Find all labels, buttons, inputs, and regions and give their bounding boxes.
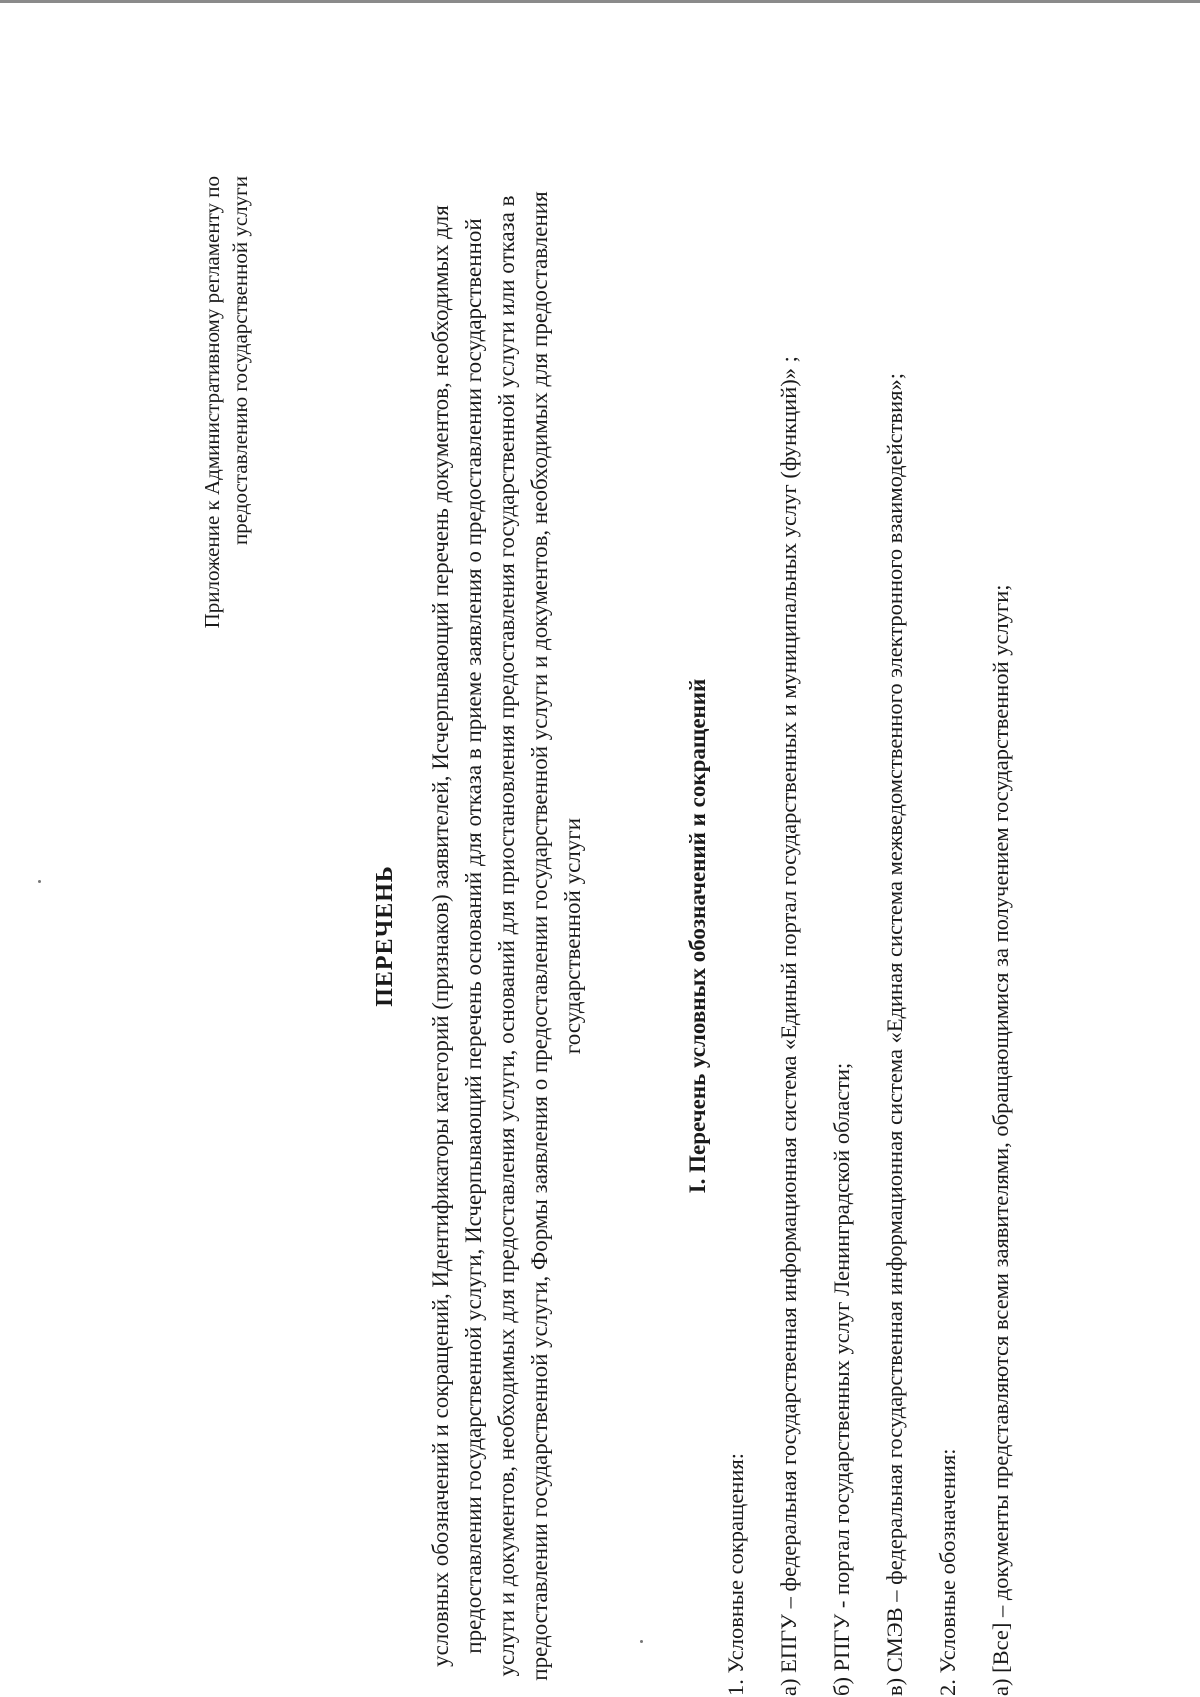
paragraph-all: а) [Все] – документы представляются всеми заявителями, обращающимися за получением государственной услуги; — [988, 584, 1013, 1696]
scan-speck — [38, 880, 41, 883]
section-heading: I. Перечень условных обозначений и сокращений — [685, 678, 710, 1194]
paragraph-smev: в) СМЭВ – федеральная государственная информационная система «Единая система межведомственного электронного взаимодействия»; — [882, 373, 907, 1696]
appendix-line-1: Приложение к Административному регламенту по — [200, 176, 224, 629]
paragraph-abbreviations: 1. Условные сокращения: — [723, 1453, 748, 1696]
scan-top-edge — [0, 0, 1200, 3]
document-subtitle: условных обозначений и сокращений, Идентификаторы категорий (признаков) заявителей, Исчерпывающий перечень документов, необходимых для предоставлении государственной услуги, Исчерпывающий перечень оснований для отказа в приеме заявления о предоставлении государственной услуги и документов, необходимых для предоставления услуги, оснований для приостановления предоставления государственной услуги или отказа в предоставлении государственной услуги, Формы заявления о предоставлении государственной услуги и документов, необходимых для предоставления государственной услуги — [428, 191, 585, 1681]
paragraph-epgu: а) ЕПГУ – федеральная государственная информационная система «Единый портал государственных и муниципальных услуг (функций)» ; — [776, 356, 801, 1696]
appendix-note — [198, 176, 254, 696]
paragraph-rpgu: б) РПГУ - портал государственных услуг Ленинградской области; — [829, 1062, 854, 1696]
document-body — [720, 186, 1038, 1696]
rotated-document-page — [80, 176, 1080, 1696]
document-title: ПЕРЕЧЕНЬ — [372, 865, 398, 1007]
scan-speck — [640, 1640, 643, 1643]
paragraph-designations: 2. Условные обозначения: — [935, 1448, 960, 1696]
appendix-line-2: предоставлению государственной услуги — [228, 176, 252, 545]
